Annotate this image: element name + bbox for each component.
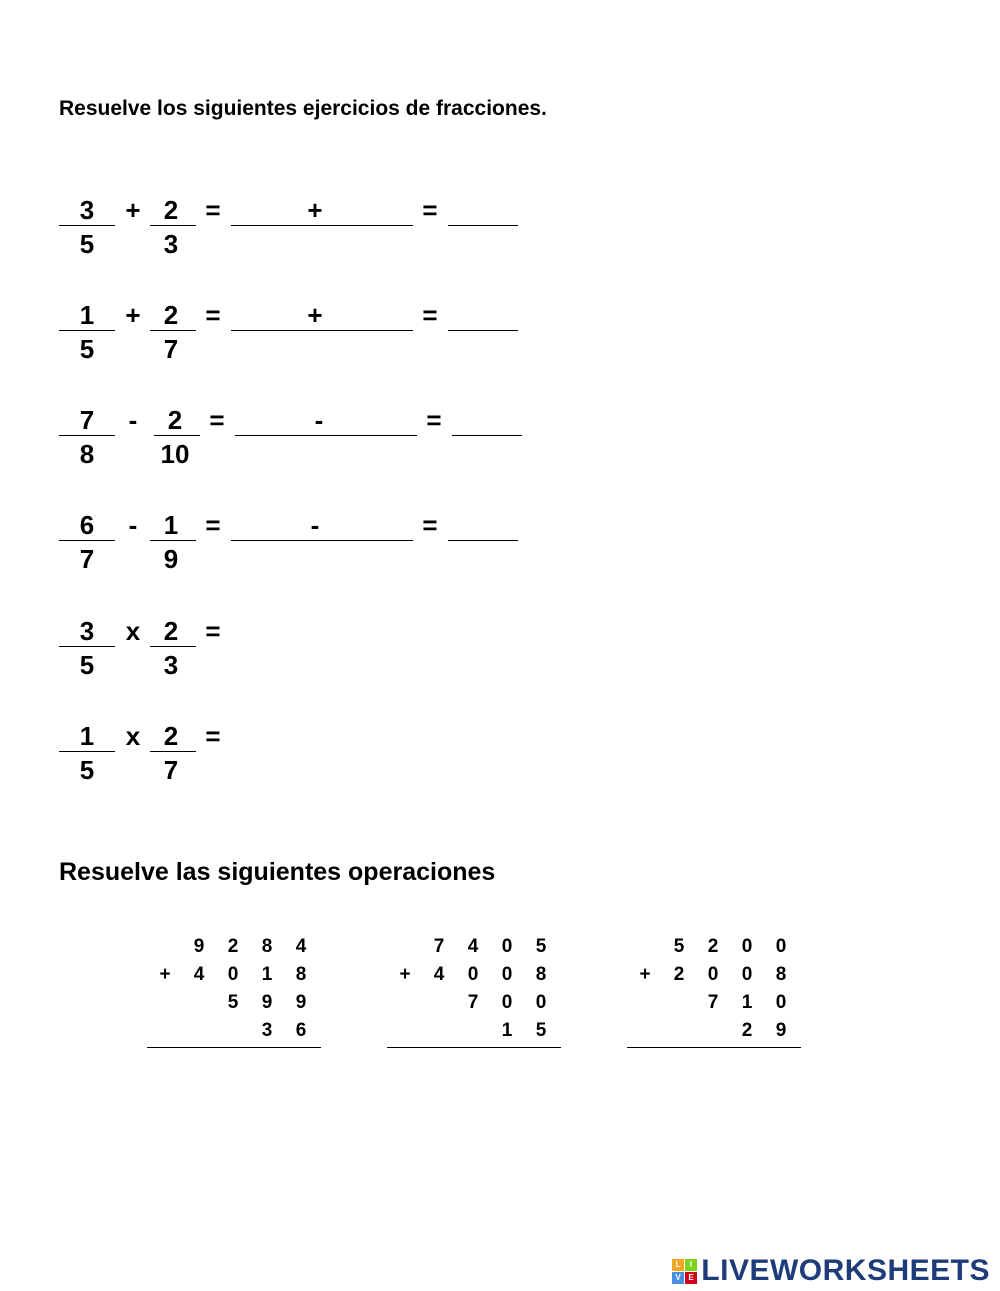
operator: + xyxy=(125,300,141,330)
middle-operator: - xyxy=(310,510,320,540)
digit: 4 xyxy=(433,964,445,985)
fraction-b-denominator: 7 xyxy=(163,755,179,785)
fraction-b-denominator: 3 xyxy=(163,229,179,259)
digit: 4 xyxy=(467,936,479,957)
addition-row xyxy=(387,1016,567,1044)
digit: 0 xyxy=(501,964,513,985)
fraction-bar xyxy=(150,330,196,331)
digit: 0 xyxy=(775,992,787,1013)
digit: 5 xyxy=(227,992,239,1013)
digit: 1 xyxy=(501,1020,513,1041)
digit: 8 xyxy=(261,936,273,957)
fraction-b-numerator: 2 xyxy=(163,721,179,751)
fraction-b-denominator: 10 xyxy=(160,439,190,469)
addition-row xyxy=(147,932,327,960)
equals-sign: = xyxy=(205,195,221,225)
operator: + xyxy=(125,195,141,225)
fraction-a-denominator: 5 xyxy=(79,650,95,680)
equals-sign: = xyxy=(205,616,221,646)
digit: 7 xyxy=(433,936,445,957)
digit: 1 xyxy=(741,992,753,1013)
sum-line xyxy=(387,1047,561,1048)
digit: 4 xyxy=(295,936,307,957)
fraction-a-numerator: 7 xyxy=(79,405,95,435)
operator: - xyxy=(128,405,138,435)
fraction-b-numerator: 2 xyxy=(167,405,183,435)
fraction-a-denominator: 5 xyxy=(79,755,95,785)
digit: 9 xyxy=(775,1020,787,1041)
addition-row xyxy=(147,960,327,988)
answer-blank-result[interactable] xyxy=(448,225,518,226)
addition-row xyxy=(387,988,567,1016)
digit: 9 xyxy=(295,992,307,1013)
equals-sign: = xyxy=(205,510,221,540)
logo-text: LIVEWORKSHEETS xyxy=(701,1254,990,1287)
fraction-a-denominator: 8 xyxy=(79,439,95,469)
liveworksheets-logo xyxy=(672,1254,990,1288)
digit: 7 xyxy=(707,992,719,1013)
digit: 2 xyxy=(741,1020,753,1041)
middle-operator: + xyxy=(307,195,323,225)
digit: 3 xyxy=(261,1020,273,1041)
equals-sign: = xyxy=(209,405,225,435)
addition-exercise-3 xyxy=(627,932,807,1044)
fraction-a-numerator: 1 xyxy=(79,721,95,751)
digit: 9 xyxy=(261,992,273,1013)
fraction-exercise-3 xyxy=(0,395,1000,485)
addition-row xyxy=(147,988,327,1016)
fraction-exercise-6 xyxy=(0,711,1000,801)
fraction-bar xyxy=(59,330,115,331)
addition-exercise-1 xyxy=(147,932,327,1044)
fractions-title: Resuelve los siguientes ejercicios de fracciones. xyxy=(59,97,547,120)
fraction-a-numerator: 6 xyxy=(79,510,95,540)
fraction-exercise-4 xyxy=(0,500,1000,590)
fraction-a-numerator: 3 xyxy=(79,195,95,225)
addition-row xyxy=(627,1016,807,1044)
addition-row xyxy=(627,932,807,960)
fraction-bar xyxy=(59,646,115,647)
equals-sign: = xyxy=(422,510,438,540)
fraction-bar xyxy=(150,540,196,541)
fraction-a-denominator: 7 xyxy=(79,544,95,574)
fraction-bar xyxy=(59,540,115,541)
digit: 2 xyxy=(227,936,239,957)
operations-title: Resuelve las siguientes operaciones xyxy=(59,858,496,886)
digit: 6 xyxy=(295,1020,307,1041)
addition-row xyxy=(387,932,567,960)
fraction-b-numerator: 2 xyxy=(163,195,179,225)
digit: 7 xyxy=(467,992,479,1013)
fraction-bar xyxy=(59,435,115,436)
digit: 1 xyxy=(261,964,273,985)
fraction-bar xyxy=(59,225,115,226)
fraction-b-numerator: 1 xyxy=(163,510,179,540)
digit: 2 xyxy=(707,936,719,957)
operator: x xyxy=(125,721,141,751)
fraction-b-denominator: 7 xyxy=(163,334,179,364)
sum-line xyxy=(147,1047,321,1048)
fraction-b-denominator: 3 xyxy=(163,650,179,680)
operator: x xyxy=(125,616,141,646)
answer-blank-result[interactable] xyxy=(448,540,518,541)
fraction-b-numerator: 2 xyxy=(163,300,179,330)
digit: 0 xyxy=(501,992,513,1013)
digit: 2 xyxy=(673,964,685,985)
fraction-a-denominator: 5 xyxy=(79,229,95,259)
addition-row xyxy=(627,988,807,1016)
middle-operator: + xyxy=(307,300,323,330)
sum-line xyxy=(627,1047,801,1048)
digit: 5 xyxy=(535,936,547,957)
addition-row xyxy=(387,960,567,988)
digit: 0 xyxy=(775,936,787,957)
digit: 0 xyxy=(741,964,753,985)
digit: 0 xyxy=(501,936,513,957)
fraction-a-numerator: 3 xyxy=(79,616,95,646)
fraction-exercise-5 xyxy=(0,606,1000,696)
equals-sign: = xyxy=(205,721,221,751)
digit: 0 xyxy=(741,936,753,957)
fraction-exercise-1 xyxy=(0,185,1000,275)
equals-sign: = xyxy=(422,195,438,225)
fraction-a-numerator: 1 xyxy=(79,300,95,330)
fraction-bar xyxy=(150,646,196,647)
fraction-bar xyxy=(59,751,115,752)
digit: + xyxy=(159,964,171,985)
fraction-b-numerator: 2 xyxy=(163,616,179,646)
digit: 0 xyxy=(707,964,719,985)
addition-exercise-2 xyxy=(387,932,567,1044)
equals-sign: = xyxy=(422,300,438,330)
digit: 9 xyxy=(193,936,205,957)
fraction-b-denominator: 9 xyxy=(163,544,179,574)
digit: 8 xyxy=(775,964,787,985)
digit: + xyxy=(639,964,651,985)
digit: 8 xyxy=(295,964,307,985)
digit: 0 xyxy=(227,964,239,985)
equals-sign: = xyxy=(426,405,442,435)
addition-row xyxy=(147,1016,327,1044)
fraction-bar xyxy=(150,225,196,226)
fraction-bar xyxy=(154,435,200,436)
digit: 5 xyxy=(673,936,685,957)
digit: + xyxy=(399,964,411,985)
fraction-exercise-2 xyxy=(0,290,1000,380)
fraction-a-denominator: 5 xyxy=(79,334,95,364)
digit: 4 xyxy=(193,964,205,985)
digit: 0 xyxy=(467,964,479,985)
equals-sign: = xyxy=(205,300,221,330)
middle-operator: - xyxy=(314,405,324,435)
fraction-bar xyxy=(150,751,196,752)
digit: 8 xyxy=(535,964,547,985)
addition-row xyxy=(627,960,807,988)
logo-badge-icon: L I V E xyxy=(672,1259,697,1284)
answer-blank-result[interactable] xyxy=(452,435,522,436)
digit: 0 xyxy=(535,992,547,1013)
answer-blank-result[interactable] xyxy=(448,330,518,331)
digit: 5 xyxy=(535,1020,547,1041)
operator: - xyxy=(128,510,138,540)
